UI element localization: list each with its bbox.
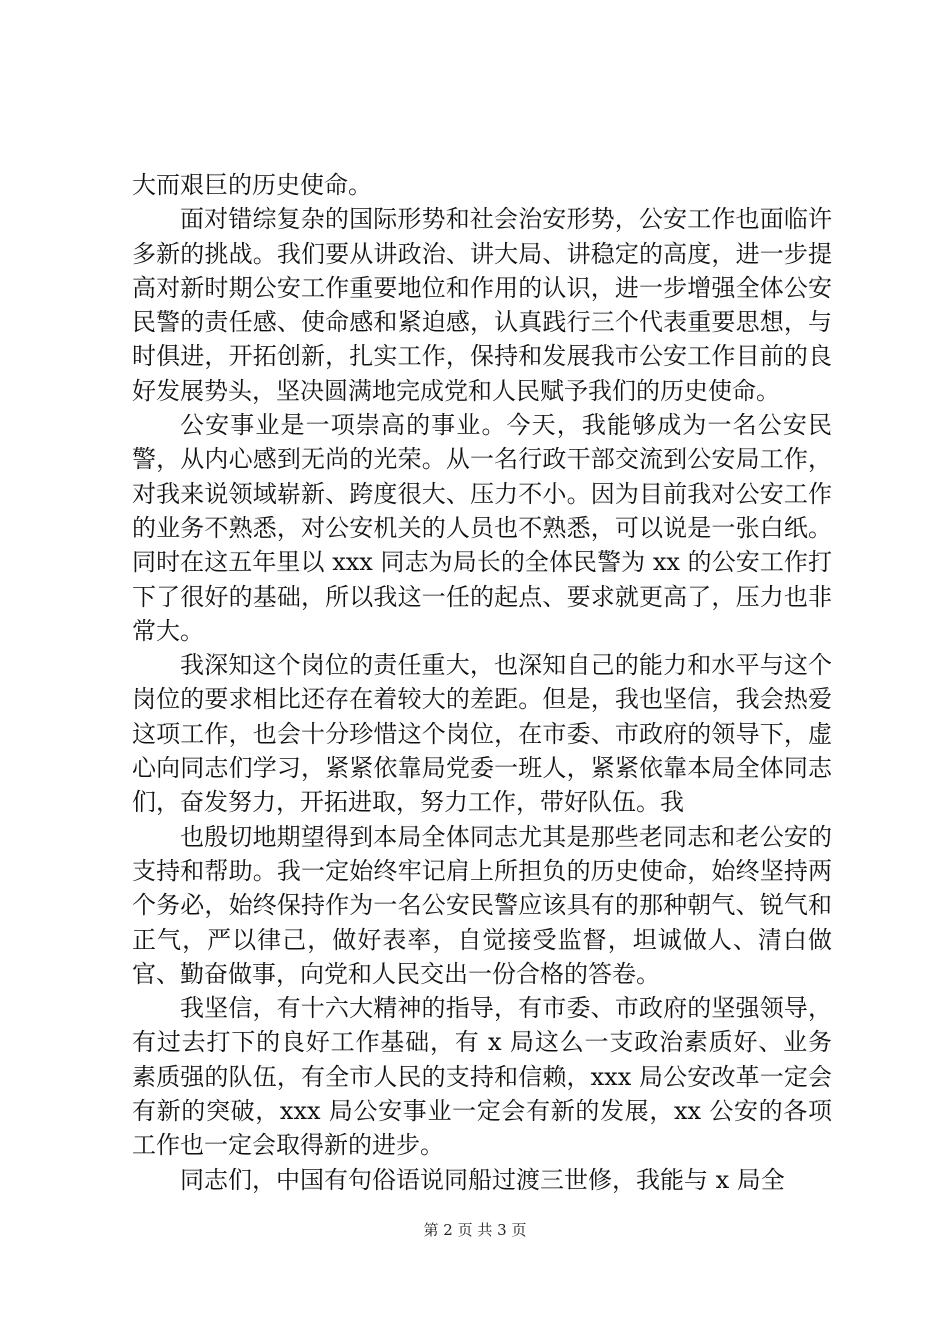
paragraph: 也殷切地期望得到本局全体同志尤其是那些老同志和老公安的支持和帮助。我一定始终牢记肩上所担负的历史使命，始终坚持两个务必，始终保持作为一名公安民警应该具有的那种朝气、锐气和正气，严以律己，做好表率，自觉接受监督，坦诚做人、清白做官、勤奋做事，向党和人民交出一份合格的答卷。 bbox=[132, 822, 832, 988]
paragraph: 同志们，中国有句俗语说同船过渡三世修，我能与 x 局全 bbox=[180, 1165, 785, 1194]
page-number-footer: 第 2 页 共 3 页 bbox=[423, 1221, 527, 1239]
document-body bbox=[132, 168, 832, 1197]
paragraph: 我坚信，有十六大精神的指导，有市委、市政府的坚强领导，有过去打下的良好工作基础，有 x 局这么一支政治素质好、业务素质强的队伍，有全市人民的支持和信赖，xxx 局公安改革一定会有新的突破，xxx 局公安事业一定会有新的发展，xx 公安的各项工作也一定会取得新的进步。 bbox=[132, 994, 832, 1160]
paragraph: 面对错综复杂的国际形势和社会治安形势，公安工作也面临许多新的挑战。我们要从讲政治、讲大局、讲稳定的高度，进一步提高对新时期公安工作重要地位和作用的认识，进一步增强全体公安民警的责任感、使命感和紧迫感，认真践行三个代表重要思想，与时俱进，开拓创新，扎实工作，保持和发展我市公安工作目前的良好发展势头，坚决圆满地完成党和人民赋予我们的历史使命。 bbox=[132, 205, 832, 405]
paragraph: 我深知这个岗位的责任重大，也深知自己的能力和水平与这个岗位的要求相比还存在着较大的差距。但是，我也坚信，我会热爱这项工作，也会十分珍惜这个岗位，在市委、市政府的领导下，虚心向同志们学习，紧紧依靠局党委一班人，紧紧依靠本局全体同志们，奋发努力，开拓进取，努力工作，带好队伍。我 bbox=[132, 651, 832, 817]
paragraph-continuation: 大而艰巨的历史使命。 bbox=[132, 171, 372, 199]
paragraph: 公安事业是一项崇高的事业。今天，我能够成为一名公安民警，从内心感到无尚的光荣。从一名行政干部交流到公安局工作，对我来说领域崭新、跨度很大、压力不小。因为目前我对公安工作的业务不熟悉，对公安机关的人员也不熟悉，可以说是一张白纸。同时在这五年里以 xxx 同志为局长的全体民警为 xx 的公安工作打下了很好的基础，所以我这一任的起点、要求就更高了，压力也非常大。 bbox=[132, 411, 832, 645]
